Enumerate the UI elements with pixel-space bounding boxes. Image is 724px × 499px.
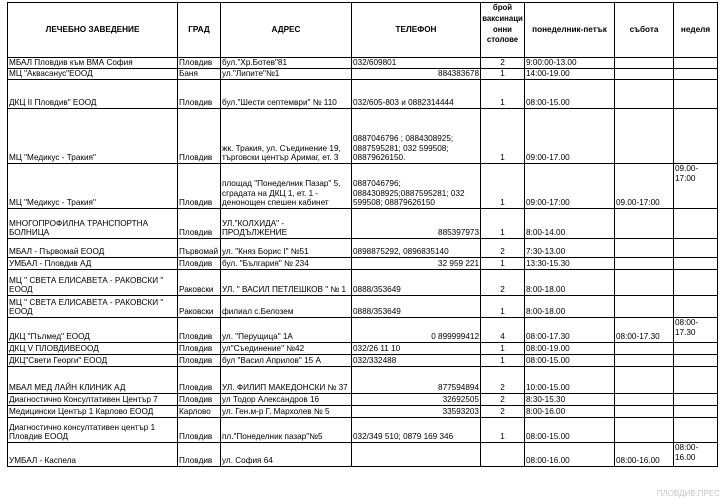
cell-phone: 032/349 510; 0879 169 346	[352, 418, 481, 443]
cell-institution: МЦ " СВЕТА ЕЛИСАВЕТА - РАКОВСКИ " ЕООД	[8, 296, 178, 318]
cell-city: Пловдив	[178, 209, 221, 239]
cell-address: УЛ. " ВАСИЛ ПЕТЛЕШКОВ " № 1	[221, 270, 352, 296]
cell-sunday	[674, 270, 718, 296]
cell-address: филиал с.Белозем	[221, 296, 352, 318]
cell-saturday	[615, 343, 674, 355]
cell-phone: 0887046796; 0884308925;0887595281; 032 599508; 08879626150	[352, 164, 481, 209]
cell-weekdays: 14:00-19.00	[525, 69, 615, 80]
cell-saturday	[615, 296, 674, 318]
cell-address: ул"Съединение" №42	[221, 343, 352, 355]
header-address: АДРЕС	[221, 3, 352, 58]
cell-institution: Диагностично Консултативен Център 7	[8, 394, 178, 406]
cell-institution: ДКЦ V ПЛОВДИВЕООД	[8, 343, 178, 355]
cell-address: ул. София 64	[221, 443, 352, 467]
cell-phone: 0898875292, 0896835140	[352, 239, 481, 258]
vaccination-sites-table	[7, 2, 718, 467]
cell-tables: 1	[481, 80, 525, 109]
cell-weekdays: 8:30-15.30	[525, 394, 615, 406]
cell-tables: 2	[481, 367, 525, 394]
cell-phone: 0887046796 ; 0884308925; 0887595281; 032 599508; 08879626150.	[352, 109, 481, 164]
cell-tables: 2	[481, 270, 525, 296]
cell-phone: 877594894	[352, 367, 481, 394]
cell-address: бул."Шести септември" № 110	[221, 80, 352, 109]
cell-city: Пловдив	[178, 443, 221, 467]
cell-sunday	[674, 296, 718, 318]
cell-phone: 032/609801	[352, 58, 481, 69]
cell-sunday: 08:00-16.00	[674, 443, 718, 467]
cell-sunday	[674, 58, 718, 69]
cell-weekdays: 09:00-17.00	[525, 109, 615, 164]
cell-address: ул Тодор Александров 16	[221, 394, 352, 406]
cell-phone: 885397973	[352, 209, 481, 239]
cell-tables: 1	[481, 69, 525, 80]
cell-sunday	[674, 355, 718, 367]
cell-sunday	[674, 109, 718, 164]
table-row	[8, 239, 718, 258]
cell-address: бул."Хр.Ботев"81	[221, 58, 352, 69]
table-row	[8, 164, 718, 209]
cell-institution: МЦ "Аквасанус"ЕООД	[8, 69, 178, 80]
table-row	[8, 355, 718, 367]
cell-institution: МБАЛ МЕД ЛАЙН КЛИНИК АД	[8, 367, 178, 394]
header-city: ГРАД	[178, 3, 221, 58]
cell-saturday: 08:00-16.00	[615, 443, 674, 467]
cell-weekdays: 8:00-18.00	[525, 270, 615, 296]
table-row	[8, 418, 718, 443]
cell-weekdays: 09:00-17:00	[525, 164, 615, 209]
cell-institution: МЦ " СВЕТА ЕЛИСАВЕТА - РАКОВСКИ " ЕООД	[8, 270, 178, 296]
watermark: ПЛОВДИВ.ПРЕС	[656, 489, 720, 498]
table-row	[8, 443, 718, 467]
cell-city: Пловдив	[178, 355, 221, 367]
cell-city: Първомай	[178, 239, 221, 258]
cell-saturday	[615, 406, 674, 418]
cell-city: Баня	[178, 69, 221, 80]
cell-weekdays: 8:00-14.00	[525, 209, 615, 239]
cell-weekdays: 8:00-16.00	[525, 406, 615, 418]
cell-city: Пловдив	[178, 258, 221, 270]
cell-sunday	[674, 209, 718, 239]
cell-saturday	[615, 418, 674, 443]
cell-tables: 4	[481, 318, 525, 343]
cell-sunday	[674, 367, 718, 394]
table-row	[8, 58, 718, 69]
cell-weekdays: 9:00:00-13.00	[525, 58, 615, 69]
cell-institution: УМБАЛ - Каспела	[8, 443, 178, 467]
cell-weekdays: 08:00-15.00	[525, 418, 615, 443]
cell-city: Пловдив	[178, 164, 221, 209]
cell-institution: МНОГОПРОФИЛНА ТРАНСПОРТНА БОЛНИЦА	[8, 209, 178, 239]
cell-address: пл."Понеделник пазар"№5	[221, 418, 352, 443]
cell-saturday	[615, 209, 674, 239]
cell-tables: 2	[481, 406, 525, 418]
cell-sunday	[674, 406, 718, 418]
cell-institution: МБАЛ Пловдив към ВМА София	[8, 58, 178, 69]
cell-institution: ДКЦ "Пълмед" ЕООД	[8, 318, 178, 343]
cell-weekdays: 08:00-15.00	[525, 80, 615, 109]
header-phone: ТЕЛЕФОН	[352, 3, 481, 58]
cell-sunday: 09.00-17:00	[674, 164, 718, 209]
cell-tables: 1	[481, 355, 525, 367]
cell-weekdays: 08:00-19.00	[525, 343, 615, 355]
cell-institution: Диагностично консултативен център 1 Пловдив ЕООД	[8, 418, 178, 443]
cell-phone: 33593203	[352, 406, 481, 418]
cell-institution: ДКЦ II Пловдив" ЕООД	[8, 80, 178, 109]
table-row	[8, 69, 718, 80]
cell-city: Пловдив	[178, 80, 221, 109]
cell-phone: 32 959 221	[352, 258, 481, 270]
cell-weekdays: 08:00-16.00	[525, 443, 615, 467]
cell-tables	[481, 443, 525, 467]
header-institution: ЛЕЧЕБНО ЗАВЕДЕНИЕ	[8, 3, 178, 58]
header-sunday: неделя	[674, 3, 718, 58]
cell-weekdays: 8:00-18.00	[525, 296, 615, 318]
cell-address: УЛ."КОЛХИДА" - ПРОДЪЛЖЕНИЕ	[221, 209, 352, 239]
cell-sunday	[674, 394, 718, 406]
cell-weekdays: 13:30-15.30	[525, 258, 615, 270]
cell-city: Пловдив	[178, 343, 221, 355]
cell-city: Пловдив	[178, 109, 221, 164]
cell-phone: 032/332488	[352, 355, 481, 367]
cell-weekdays: 10:00-15.00	[525, 367, 615, 394]
table-row	[8, 258, 718, 270]
cell-saturday	[615, 258, 674, 270]
cell-institution: МЦ "Медикус - Тракия"	[8, 164, 178, 209]
table-row	[8, 296, 718, 318]
cell-sunday: 08:00-17.30	[674, 318, 718, 343]
cell-institution: МЦ "Медикус - Тракия"	[8, 109, 178, 164]
cell-saturday: 09.00-17:00	[615, 164, 674, 209]
cell-saturday	[615, 58, 674, 69]
cell-tables: 2	[481, 239, 525, 258]
table-row	[8, 209, 718, 239]
cell-sunday	[674, 239, 718, 258]
cell-city: Раковски	[178, 270, 221, 296]
cell-address: УЛ. ФИЛИП МАКЕДОНСКИ № 37	[221, 367, 352, 394]
cell-phone: 0888/353649	[352, 296, 481, 318]
cell-tables: 1	[481, 164, 525, 209]
table-row	[8, 367, 718, 394]
cell-tables: 2	[481, 394, 525, 406]
cell-tables: 2	[481, 58, 525, 69]
cell-saturday	[615, 367, 674, 394]
cell-sunday	[674, 80, 718, 109]
cell-city: Раковски	[178, 296, 221, 318]
cell-saturday	[615, 355, 674, 367]
cell-tables: 1	[481, 418, 525, 443]
cell-address: ул. Ген.м-р Г. Мархолев № 5	[221, 406, 352, 418]
cell-address: жк. Тракия, ул. Съединение 19, търговски център Аримаг, ет. 3	[221, 109, 352, 164]
cell-saturday: 08:00-17.30	[615, 318, 674, 343]
cell-sunday	[674, 69, 718, 80]
cell-city: Пловдив	[178, 318, 221, 343]
cell-phone: 032/26 11 10	[352, 343, 481, 355]
cell-phone: 32692505	[352, 394, 481, 406]
cell-phone: 0888/353649	[352, 270, 481, 296]
cell-saturday	[615, 270, 674, 296]
cell-sunday	[674, 258, 718, 270]
cell-address: ул. "Перущица" 1А	[221, 318, 352, 343]
cell-city: Карлово	[178, 406, 221, 418]
table-row	[8, 318, 718, 343]
cell-address: ул."Липите"№1	[221, 69, 352, 80]
cell-sunday	[674, 343, 718, 355]
cell-city: Пловдив	[178, 418, 221, 443]
cell-institution: МБАЛ - Първомай ЕООД	[8, 239, 178, 258]
table-row	[8, 80, 718, 109]
cell-phone	[352, 443, 481, 467]
cell-weekdays: 7:30-13.00	[525, 239, 615, 258]
cell-address: бул. "България" № 234	[221, 258, 352, 270]
cell-institution: УМБАЛ - Пловдив АД	[8, 258, 178, 270]
header-weekdays: понеделник-петък	[525, 3, 615, 58]
table-row	[8, 343, 718, 355]
table-row	[8, 406, 718, 418]
cell-address: ул. "Княз Борис I" №51	[221, 239, 352, 258]
cell-saturday	[615, 239, 674, 258]
cell-sunday	[674, 418, 718, 443]
cell-saturday	[615, 80, 674, 109]
cell-saturday	[615, 394, 674, 406]
cell-tables: 1	[481, 296, 525, 318]
cell-tables: 1	[481, 209, 525, 239]
cell-phone: 0 899999412	[352, 318, 481, 343]
cell-city: Пловдив	[178, 394, 221, 406]
cell-city: Пловдив	[178, 367, 221, 394]
cell-address: бул "Васил Априлов" 15 А	[221, 355, 352, 367]
header-tables: брой ваксинационни столове	[481, 3, 525, 58]
cell-weekdays: 08:00-17.30	[525, 318, 615, 343]
cell-phone: 884383678	[352, 69, 481, 80]
cell-institution: Медицински Център 1 Карлово ЕООД	[8, 406, 178, 418]
table-row	[8, 270, 718, 296]
header-saturday: събота	[615, 3, 674, 58]
table-row	[8, 394, 718, 406]
table-row	[8, 109, 718, 164]
cell-tables: 1	[481, 109, 525, 164]
cell-tables: 1	[481, 258, 525, 270]
cell-institution: ДКЦ"Свети Георги" ЕООД	[8, 355, 178, 367]
cell-phone: 032/605-803 и 0882314444	[352, 80, 481, 109]
header-row	[8, 3, 718, 58]
cell-tables: 1	[481, 343, 525, 355]
cell-saturday	[615, 69, 674, 80]
cell-weekdays: 08:00-15.00	[525, 355, 615, 367]
cell-saturday	[615, 109, 674, 164]
cell-city: Пловдив	[178, 58, 221, 69]
cell-address: площад "Понеделник Пазар" 5, сградата на ДКЦ 1, ет. 1 - денонощен спешен кабинет	[221, 164, 352, 209]
